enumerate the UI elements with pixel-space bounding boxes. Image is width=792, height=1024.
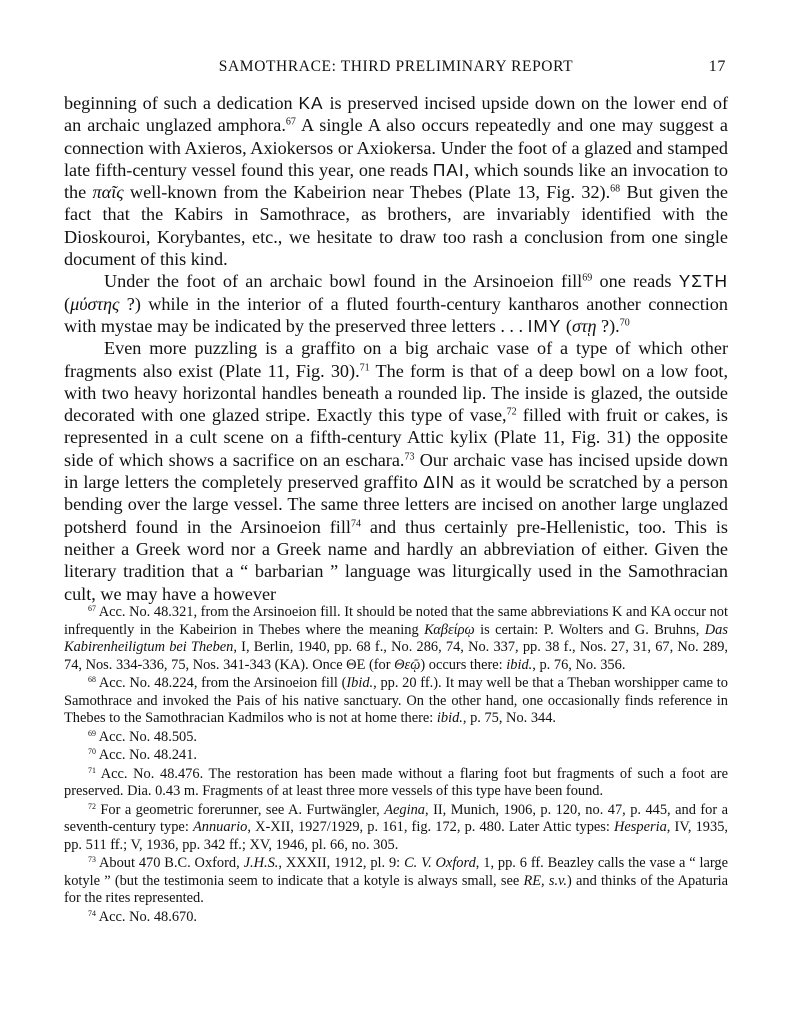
paragraph-3 bbox=[64, 337, 728, 605]
ibid: ibid. bbox=[436, 710, 463, 726]
text-run: Acc. No. 48.505. bbox=[95, 728, 198, 745]
greek-word-sti: στῃ bbox=[571, 315, 597, 336]
text-run: , XXXII, 1912, pl. 9: bbox=[278, 855, 405, 871]
text-run: ( bbox=[64, 293, 71, 314]
running-header bbox=[64, 58, 728, 82]
text-run: , IV, 1935, pp. 511 ff.; V, 1936, pp. 342 ff.; XV, 1946, pl. 66, no. 305. bbox=[64, 819, 728, 853]
text-run: , I, Berlin, 1940, pp. 68 f., No. 286, 74, No. 337, pp. 38 f., Nos. 27, 31, 67, No. 289, 74, Nos. 334-336, 75, Nos. 341-343 (KA). Once ΘE (for bbox=[64, 639, 728, 673]
ibid: Ibid. bbox=[346, 675, 374, 691]
text-run: About 470 B.C. Oxford, bbox=[95, 855, 244, 871]
journal-title: Annuario bbox=[192, 819, 248, 835]
text-run: filled with fruit or cakes, is represented in a cult scene on a fifth-century Attic kylix (Plate 11, Fig. 31) the opposite side of which shows a sacrifice on an eschara. bbox=[64, 405, 729, 470]
text-run: Acc. No. 48.321, from the Arsinoeion fill. It should be noted that the same abbreviations K and KA occur not infrequently in the Kabeirion in Thebes where the meaning bbox=[64, 604, 728, 638]
footnote-70 bbox=[64, 747, 728, 765]
journal-title: Hesperia bbox=[614, 819, 667, 835]
text-run: ( bbox=[561, 315, 572, 336]
footnote-ref-69[interactable]: 69 bbox=[582, 272, 593, 284]
footnote-68 bbox=[64, 675, 728, 728]
text-run: , 1, pp. 6 ff. Beazley calls the vase a “ large kotyle ” (but the testimonia seem to indicate that a kotyle is always small, see bbox=[64, 855, 729, 889]
footnotes bbox=[64, 604, 728, 927]
text-run: ?). bbox=[596, 315, 620, 336]
greek-word: Θεῷ bbox=[394, 656, 421, 673]
text-run: one reads bbox=[592, 271, 679, 292]
footnote-74 bbox=[64, 909, 728, 927]
text-run: Even more puzzling is a graffito on a big archaic vase of a type of which other fragments also exist (Plate 11, Fig. 30). bbox=[64, 338, 728, 381]
text-run: as it would be scratched by a person bending over the large vessel. The same three letters are incised on another large unglazed potsherd found in the Arsinoeion fill bbox=[64, 472, 729, 537]
text-run: But given the fact that the Kabirs in Samothrace, as brothers, are invariably identified with the Dioskouroi, Korybantes, etc., we hesitate to draw too rash a conclusion from one single document of this kind. bbox=[64, 182, 728, 270]
footnote-ref-70[interactable]: 70 bbox=[619, 317, 630, 329]
text-run: ?) while in the interior of a fluted fourth-century kantharos another connection with mystae may be indicated by the preserved three letters . . . bbox=[64, 293, 728, 336]
main-text bbox=[64, 92, 728, 605]
footnote-number: 69 bbox=[88, 728, 96, 738]
text-run: and thus certainly pre-Hellenistic, too. This is neither a Greek word nor a Greek name and hardly an abbreviation of either. Given the literary tradition that a “ barbarian ” language was liturgically used in the Samothracian cult, we may have a however bbox=[64, 516, 728, 604]
page-number: 17 bbox=[708, 58, 726, 75]
text-run: For a geometric forerunner, see A. Furtwängler, bbox=[95, 801, 385, 818]
inscription-ka: KA bbox=[298, 93, 324, 113]
text-run: A single A also occurs repeatedly and one may suggest a connection with Axieros, Axiokersos or Axiokersa. Under the foot of a glazed and stamped late fifth-century vessel found this year, one reads bbox=[64, 115, 729, 180]
inscription-ysth: ΥΣΤΗ bbox=[678, 271, 729, 292]
running-title: SAMOTHRACE: THIRD PRELIMINARY REPORT bbox=[218, 58, 574, 75]
footnote-ref-71[interactable]: 71 bbox=[359, 362, 370, 374]
text-run: The form is that of a deep bowl on a low foot, with two heavy horizontal handles beneath a rounded lip. The inside is glazed, the outside decorated with one glazed stripe. Exactly this type of vase, bbox=[64, 360, 728, 426]
text-run: beginning of such a dedication bbox=[64, 93, 299, 113]
inscription-pai: ΠΑΙ bbox=[432, 159, 465, 180]
reference-abbrev: RE, s.v. bbox=[523, 872, 567, 889]
text-run: , pp. 20 ff.). It may well be that a Theban worshipper came to Samothrace and invoked the Pais of his native sanctuary. On the other hand, one occasionally finds reference in Thebes to the Samothracian Kadmilos who is not at home there: bbox=[64, 675, 728, 726]
paragraph-1 bbox=[64, 92, 728, 270]
footnote-number: 74 bbox=[88, 908, 96, 918]
footnote-ref-72[interactable]: 72 bbox=[506, 406, 517, 418]
footnote-69 bbox=[64, 729, 728, 747]
footnote-number: 70 bbox=[88, 746, 96, 756]
footnote-number: 68 bbox=[88, 674, 96, 684]
footnote-ref-74[interactable]: 74 bbox=[350, 518, 361, 530]
footnote-number: 72 bbox=[88, 801, 96, 811]
text-run: , X-XII, 1927/1929, p. 161, fig. 172, p. 480. Later Attic types: bbox=[247, 819, 615, 835]
greek-word-pais: παῖς bbox=[92, 182, 124, 203]
footnote-number: 73 bbox=[88, 854, 96, 864]
footnote-ref-68[interactable]: 68 bbox=[610, 183, 621, 195]
footnote-ref-73[interactable]: 73 bbox=[404, 451, 415, 463]
inscription-imy: IMY bbox=[527, 315, 562, 336]
book-title: C. V. Oxford bbox=[404, 855, 476, 871]
footnote-number: 71 bbox=[88, 765, 96, 775]
text-run: Acc. No. 48.224, from the Arsinoeion fill ( bbox=[95, 675, 347, 691]
text-run: ) and thinks of the Apaturia for the rites represented. bbox=[64, 872, 728, 906]
text-run: Our archaic vase has incised upside down in large letters the completely preserved graffito bbox=[64, 449, 728, 493]
text-run: Under the foot of an archaic bowl found in the Arsinoeion fill bbox=[104, 271, 583, 292]
text-run: Acc. No. 48.670. bbox=[95, 908, 198, 925]
paragraph-2 bbox=[64, 270, 728, 337]
text-run: is preserved incised upside down on the lower end of an archaic unglazed amphora. bbox=[64, 93, 728, 136]
greek-word-mystes: μύστης bbox=[70, 293, 120, 314]
footnote-number: 67 bbox=[88, 603, 96, 613]
text-run: , which sounds like an invocation to the bbox=[64, 159, 729, 203]
text-run: well-known from the Kabeirion near Thebes (Plate 13, Fig. 32). bbox=[123, 182, 611, 203]
journal-title: J.H.S. bbox=[243, 855, 279, 871]
footnote-67 bbox=[64, 604, 728, 674]
text-run: , II, Munich, 1906, p. 120, no. 47, p. 445, and for a seventh-century type: bbox=[64, 801, 728, 835]
text-run: Acc. No. 48.476. The restoration has been made without a flaring foot but fragments of such a foot are preserved. Dia. 0.43 m. Fragments of at least three more vessels of this type have been found. bbox=[64, 765, 728, 799]
footnote-71 bbox=[64, 766, 728, 801]
text-run: ) occurs there: bbox=[420, 656, 507, 673]
footnote-73 bbox=[64, 855, 728, 908]
book-title: Aegina bbox=[384, 801, 425, 818]
greek-word: Καβείρῳ bbox=[424, 621, 475, 638]
book-title: Das Kabirenheiligtum bei Theben bbox=[64, 621, 728, 655]
footnote-72 bbox=[64, 802, 728, 855]
footnote-ref-67[interactable]: 67 bbox=[285, 116, 296, 128]
ibid: ibid. bbox=[506, 656, 533, 673]
text-run: , p. 76, No. 356. bbox=[532, 656, 626, 673]
text-run: is certain: P. Wolters and G. Bruhns, bbox=[474, 621, 705, 638]
inscription-din: ΔΙΝ bbox=[423, 472, 455, 493]
text-run: Acc. No. 48.241. bbox=[95, 747, 198, 763]
text-run: , p. 75, No. 344. bbox=[462, 710, 557, 726]
